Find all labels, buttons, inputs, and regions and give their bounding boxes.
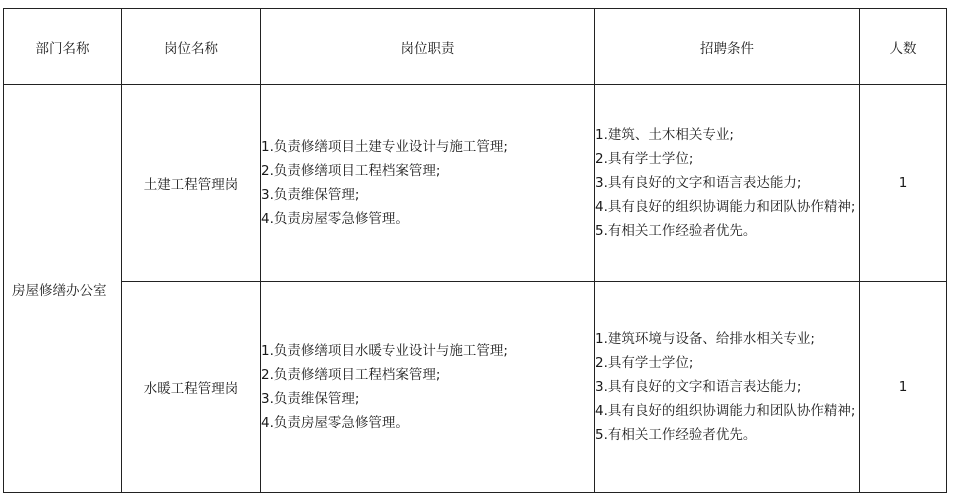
count-cell: 1 [860, 85, 947, 282]
header-department: 部门名称 [4, 9, 122, 85]
duty-item: 4.负责房屋零急修管理。 [261, 415, 409, 431]
duty-item: 2.负责修缮项目工程档案管理; [261, 163, 441, 179]
duty-item: 2.负责修缮项目工程档案管理; [261, 367, 441, 383]
table-row [4, 85, 947, 282]
duty-item: 3.负责维保管理; [261, 187, 360, 203]
duty-item: 4.负责房屋零急修管理。 [261, 211, 409, 227]
recruitment-table [3, 8, 947, 493]
duties-cell [261, 85, 595, 282]
duty-item: 1.负责修缮项目水暖专业设计与施工管理; [261, 343, 508, 359]
requirement-item: 2.具有学士学位; [595, 151, 694, 167]
position-cell: 土建工程管理岗 [122, 85, 261, 282]
header-duties: 岗位职责 [261, 9, 595, 85]
requirement-item: 3.具有良好的文字和语言表达能力; [595, 379, 802, 395]
position-cell: 水暖工程管理岗 [122, 282, 261, 493]
requirement-item: 4.具有良好的组织协调能力和团队协作精神; [595, 199, 856, 215]
duty-item: 1.负责修缮项目土建专业设计与施工管理; [261, 139, 508, 155]
requirements-cell [595, 85, 860, 282]
duty-item: 3.负责维保管理; [261, 391, 360, 407]
header-position: 岗位名称 [122, 9, 261, 85]
duties-cell [261, 282, 595, 493]
count-cell: 1 [860, 282, 947, 493]
requirement-item: 3.具有良好的文字和语言表达能力; [595, 175, 802, 191]
requirement-item: 5.有相关工作经验者优先。 [595, 427, 757, 443]
requirement-item: 5.有相关工作经验者优先。 [595, 223, 757, 239]
department-cell: 房屋修缮办公室 [4, 85, 122, 493]
requirements-cell [595, 282, 860, 493]
requirement-item: 2.具有学士学位; [595, 355, 694, 371]
table-header-row [4, 9, 947, 85]
header-count: 人数 [860, 9, 947, 85]
requirement-item: 4.具有良好的组织协调能力和团队协作精神; [595, 403, 856, 419]
header-requirements: 招聘条件 [595, 9, 860, 85]
requirement-item: 1.建筑、土木相关专业; [595, 127, 734, 143]
requirement-item: 1.建筑环境与设备、给排水相关专业; [595, 331, 815, 347]
table-row [4, 282, 947, 493]
